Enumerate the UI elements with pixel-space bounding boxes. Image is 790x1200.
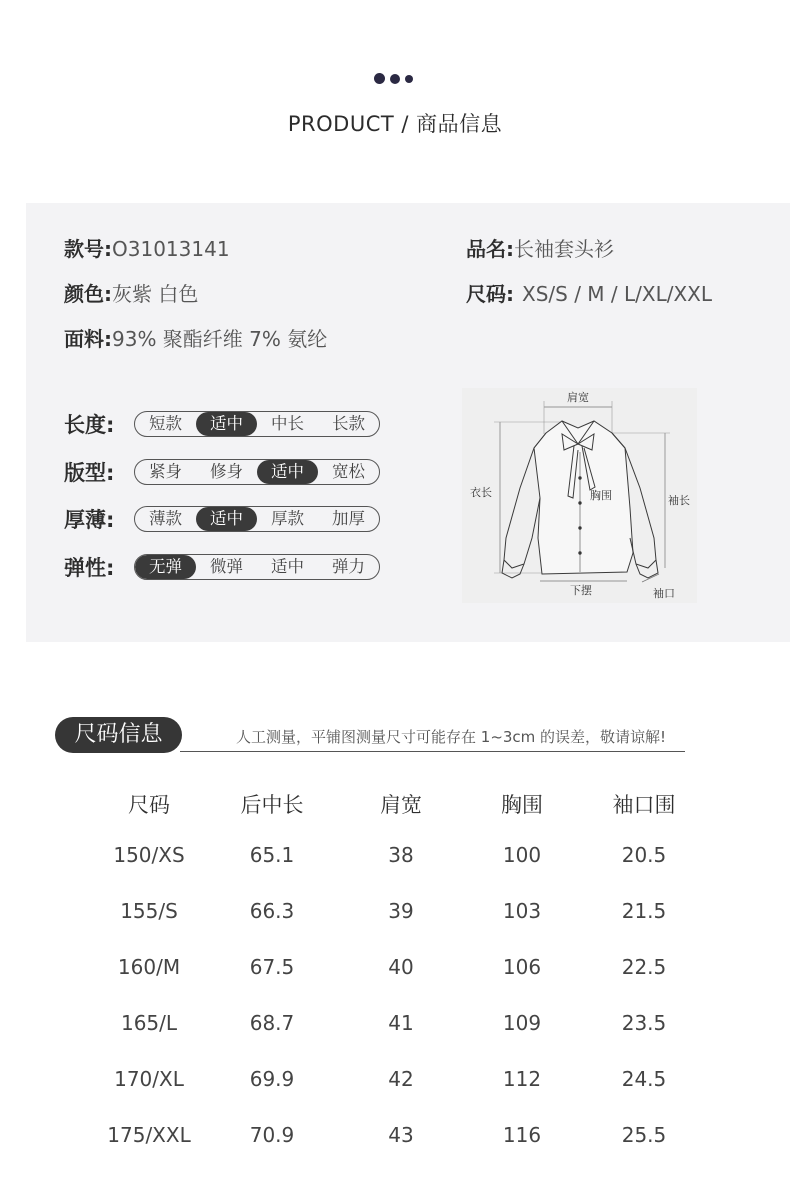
style-number-value: O31013141 <box>112 237 230 261</box>
product-fabric <box>64 323 327 352</box>
attribute-option: 紧身 <box>149 462 182 481</box>
table-cell: 116 <box>502 1123 542 1147</box>
table-cell: 170/XL <box>114 1067 184 1091</box>
product-fabric-label: 面料: <box>64 327 112 351</box>
table-cell: 100 <box>502 843 542 867</box>
attribute-length <box>64 409 380 439</box>
garment-measurement-diagram <box>462 388 697 603</box>
table-cell: 165/L <box>120 1011 178 1035</box>
table-cell: 42 <box>388 1067 414 1091</box>
attribute-label: 厚薄: <box>64 508 115 532</box>
product-color-value: 灰紫 白色 <box>112 282 199 306</box>
table-cell: 66.3 <box>249 899 295 923</box>
blouse-sketch-icon <box>462 388 697 603</box>
product-fabric-value: 93% 聚酯纤维 7% 氨纶 <box>112 327 328 351</box>
product-size <box>466 278 712 307</box>
attribute-option: 适中 <box>196 507 257 531</box>
table-row <box>88 939 712 995</box>
attribute-options <box>134 506 380 532</box>
column-header: 袖口围 <box>612 792 676 817</box>
table-row <box>88 1051 712 1107</box>
table-cell: 22.5 <box>621 955 667 979</box>
table-cell: 155/S <box>120 899 178 923</box>
size-info-title: 尺码信息 <box>55 717 182 753</box>
attribute-option: 短款 <box>149 414 182 433</box>
table-row <box>88 995 712 1051</box>
attribute-option: 无弹 <box>135 555 196 579</box>
table-cell: 69.9 <box>249 1067 295 1091</box>
divider <box>180 751 685 752</box>
table-cell: 67.5 <box>249 955 295 979</box>
product-info-panel <box>26 203 790 642</box>
table-cell: 106 <box>502 955 542 979</box>
size-info-note: 人工测量，平铺图测量尺寸可能存在 1~3cm 的误差，敬请谅解! <box>236 728 667 746</box>
attribute-options <box>134 554 380 580</box>
attribute-label: 版型: <box>64 461 115 485</box>
product-name <box>466 233 614 262</box>
table-cell: 23.5 <box>621 1011 667 1035</box>
table-cell: 41 <box>388 1011 414 1035</box>
table-cell: 175/XXL <box>107 1123 191 1147</box>
attribute-options <box>134 459 380 485</box>
attribute-option: 中长 <box>271 414 304 433</box>
table-cell: 70.9 <box>249 1123 295 1147</box>
table-cell: 109 <box>502 1011 542 1035</box>
diagram-label-chest: 胸围 <box>590 489 612 502</box>
attribute-options <box>134 411 380 437</box>
diagram-label-hem: 下摆 <box>570 584 592 597</box>
attribute-label: 弹性: <box>64 556 115 580</box>
attribute-option: 微弹 <box>210 557 243 576</box>
dot-icon <box>374 73 385 84</box>
column-header: 胸围 <box>501 792 543 817</box>
page-title: PRODUCT / 商品信息 <box>287 112 503 136</box>
attribute-thickness <box>64 504 380 534</box>
attribute-fit <box>64 457 380 487</box>
product-color-label: 颜色: <box>64 282 112 306</box>
product-name-value: 长袖套头衫 <box>514 237 614 261</box>
table-row <box>88 1107 712 1163</box>
attribute-option: 适中 <box>257 460 318 484</box>
attribute-option: 宽松 <box>332 462 365 481</box>
table-cell: 20.5 <box>621 843 667 867</box>
size-table <box>88 780 712 1163</box>
table-row <box>88 827 712 883</box>
table-cell: 103 <box>502 899 542 923</box>
attribute-option: 长款 <box>332 414 365 433</box>
table-header-row <box>88 780 712 827</box>
product-name-label: 品名: <box>466 237 514 261</box>
table-cell: 43 <box>388 1123 414 1147</box>
table-cell: 68.7 <box>249 1011 295 1035</box>
attribute-option: 薄款 <box>149 509 182 528</box>
style-number-label: 款号: <box>64 237 112 261</box>
column-header: 肩宽 <box>380 792 422 817</box>
dot-icon <box>405 75 413 83</box>
diagram-label-shoulder: 肩宽 <box>567 391 589 404</box>
decorative-dots <box>374 73 413 84</box>
product-size-label: 尺码: <box>466 282 514 306</box>
dot-icon <box>390 74 400 84</box>
style-number <box>64 233 230 262</box>
attribute-option: 弹力 <box>332 557 365 576</box>
attribute-option: 加厚 <box>332 509 365 528</box>
table-cell: 24.5 <box>621 1067 667 1091</box>
attribute-option: 适中 <box>196 412 257 436</box>
attribute-label: 长度: <box>64 413 115 437</box>
table-cell: 150/XS <box>113 843 185 867</box>
attribute-elasticity <box>64 552 380 582</box>
attribute-option: 适中 <box>271 557 304 576</box>
diagram-label-cuff: 袖口 <box>653 587 675 600</box>
table-cell: 21.5 <box>621 899 667 923</box>
table-cell: 112 <box>502 1067 542 1091</box>
product-size-value: XS/S / M / L/XL/XXL <box>522 282 712 306</box>
column-header: 尺码 <box>128 792 170 817</box>
table-cell: 25.5 <box>621 1123 667 1147</box>
attribute-option: 修身 <box>210 462 243 481</box>
table-row <box>88 883 712 939</box>
table-cell: 65.1 <box>249 843 295 867</box>
attribute-option: 厚款 <box>271 509 304 528</box>
diagram-label-sleeve: 袖长 <box>668 494 690 507</box>
table-cell: 40 <box>388 955 414 979</box>
diagram-label-length: 衣长 <box>470 486 492 499</box>
table-cell: 38 <box>388 843 414 867</box>
table-cell: 39 <box>388 899 414 923</box>
product-color <box>64 278 198 307</box>
column-header: 后中长 <box>240 792 304 817</box>
table-cell: 160/M <box>117 955 181 979</box>
